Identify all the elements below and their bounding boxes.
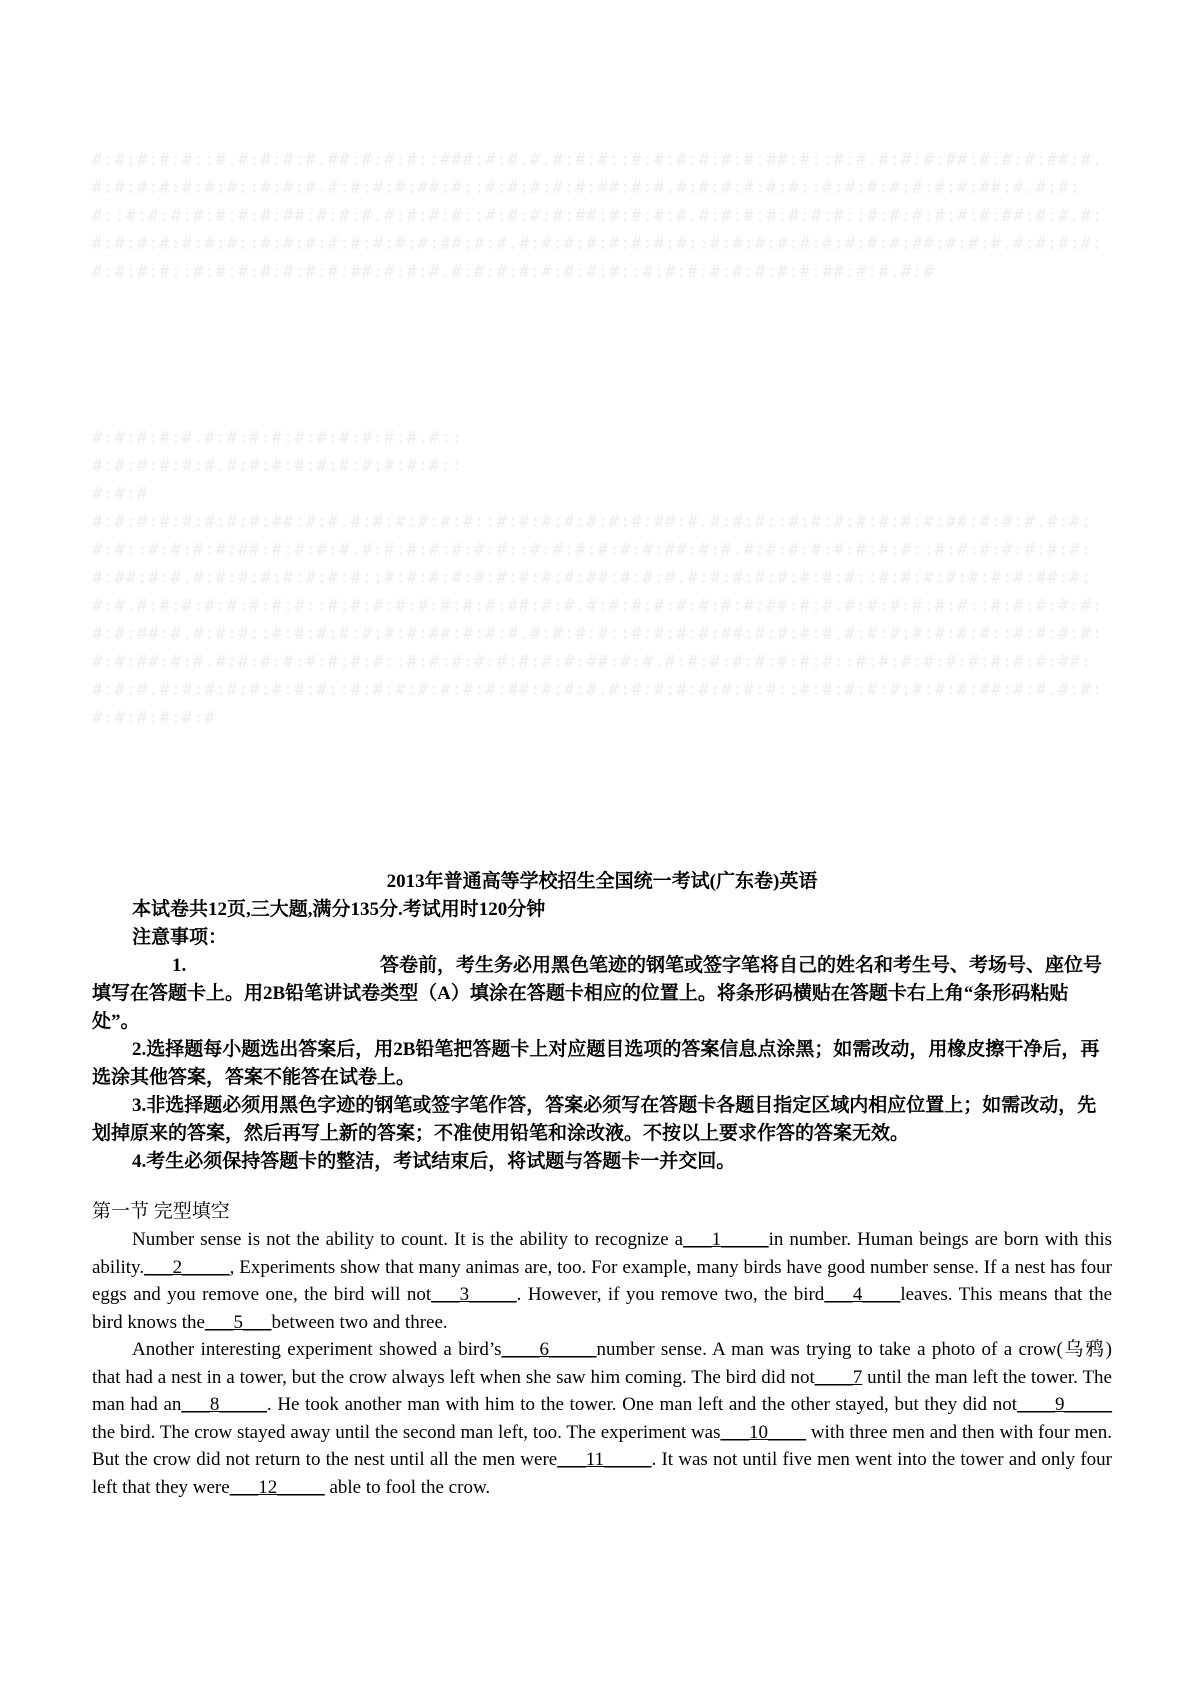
notice-item: [92, 952, 1112, 1036]
faded-text-block: #:#;#:#:#::#.#:#:#:#.##:#:#:#::###:#:#.#.#:#:#::#:#:#:#:#:#:##:#::#:#.#:#:#:##:#:#:#:##:#.#:#:#:#:#:#:#::#:#:#.#:#:#:#:##:#::#:#:#:#:#:##:#:#.#:#:#:#:#:#::#:#:#:#:#:#:#:##:#.#:#:#::#:#:#:#:#:#:#:##:#:#:#.#:#:#:#::#:#:#:#:##:#:#:#:#.#:#:#:#:#:#:#::#:#:#:#:#:#:##:#:#.#:#:#:#:#:#:#:#::#:#:#:#:#:#:#:#:##:#:#.#:#:#:#:#:#:#:#::#:#:#:#:#:#:#:#:#:##:#:#:#.#:#:#:#:#:#:#:#::#:#:#:#:#:#:#:##:#:#:#.#:#:#:#:#:#:#:#::#:#:#:#:#:#:#:#:##:#:#.#:#: [92, 150, 1104, 282]
passage-text: . It was not until five men went into the tower and only four left that they were: [92, 1449, 1112, 1498]
cloze-blank: ____7: [814, 1366, 863, 1388]
passage-text: able to fool the crow.: [324, 1476, 491, 1498]
cloze-blank: ___5___: [204, 1311, 272, 1333]
cloze-blank: ___12_____: [229, 1476, 325, 1498]
passage-paragraph: [92, 1226, 1112, 1336]
cloze-blank: ___2_____: [144, 1256, 230, 1278]
notice-item: 4.考生必须保持答题卡的整洁，考试结束后，将试题与答题卡一并交回。: [132, 1151, 736, 1172]
cloze-blank: ___4____: [824, 1284, 901, 1305]
faded-text-block: #:#:#:#:#.#:#:#:#:#:#:#:#:#:#.#:: #:#:#:#:#:#.#:#:#:#:#:#:#:#:#:#:: #:#:# #:#:#:#:#:#:#:#:##:#:#.#:#:#:#:#:#::#:#:#:#:#:#:#:##:#.#:#:#::#:#:#:#:#:#:#:##:#:#:#.#:#:#:#::#:#:#:#:##:#:#:#:#.#:#:#:#:#:#:#::#:#:#:#:#:#:##:#:#.#:#:#:#:#:#:#:#::#:#:#:#:#:#:#:#:##:#:#.#:#:#:#:#:#:#:#::#:#:#:#:#:#:#:#:#:##:#:#:#.#:#:#:#:#:#:#:#::#:#:#:#:#:#:#:##:#:#:#.#:#:#:#:#:#:#:#::#:#:#:#:#:#:#:#:##:#:#.#:#:#:#:#:#:#:#:##:#:#.#:#:#:#:#:#::#:#:#:#:#:#:#:##:#.#:#:#::#:#:#:#:#:#:#:##:#:#:#.#:#:#:#::#:#:#:#:##:#:#:#:#.#:#:#:#:#:#:#::#:#:#:#:#:#:##:#:#.#:#:#:#:#:#:#:#::#:#:#:#:#:#:#:#:##:#:#.#:#:#:#:#:#:#:#::#:#:#:#:#:#:#:#:#:##:#:#:#.#:#:#:#:#:#:#:#::#:#:#:#:#:#:#:##:#:#:#.#:#:#:#:#:#:#:#::#:#:#:#:#:#:#:#:##:#:#.#:#:#:#:#:#:#:#: [92, 428, 1104, 728]
cloze-blank: ___11_____: [557, 1449, 652, 1470]
notice-item: 3.非选择题必须用黑色字迹的钢笔或签字笔作答，答案必须写在答题卡各题目指定区域内相应位置上；如需改动，先划掉原来的答案，然后再写上新的答案；不准使用铅笔和涂改液。不按以上要求作答的答案无效。: [92, 1095, 1097, 1144]
passage-text: leaves. This means that the bird knows the: [92, 1284, 1112, 1333]
exam-info: 本试卷共12页,三大题,满分135分.考试用时120分钟: [132, 899, 546, 920]
notice-item: 2.选择题每小题选出答案后，用2B铅笔把答题卡上对应题目选项的答案信息点涂黑；如需改动，用橡皮擦干净后，再选涂其他答案，答案不能答在试卷上。: [92, 1039, 1100, 1088]
passage-text: . However, if you remove two, the bird: [516, 1284, 825, 1305]
cloze-blank: ___1_____: [683, 1229, 769, 1250]
cloze-blank: ___3_____: [431, 1284, 517, 1305]
passage-text: number sense. A man was trying to take a photo of a crow(乌鸦) that had a nest in a tower, but the crow always left when she saw him coming. The bird did not: [92, 1339, 1112, 1388]
passage-text: . He took another man with him to the tower. One man left and the other stayed, but they did not: [266, 1394, 1017, 1415]
passage-text: until the man left the tower. The man had an: [92, 1366, 1112, 1415]
passage-paragraph: [92, 1336, 1112, 1501]
passage-text: Number sense is not the ability to count. It is the ability to recognize a: [132, 1229, 684, 1250]
passage-text: between two and three.: [271, 1311, 448, 1333]
passage-text: Another interesting experiment showed a bird’s: [132, 1339, 502, 1360]
exam-content: [92, 868, 1112, 1501]
cloze-passage: [92, 1226, 1112, 1501]
exam-title: 2013年普通高等学校招生全国统一考试(广东卷)英语: [386, 871, 818, 892]
notice-header: 注意事项：: [132, 927, 228, 948]
notice-number: 1.: [172, 955, 187, 976]
cloze-blank: ____6_____: [501, 1339, 597, 1360]
passage-text: , Experiments show that many animas are, too. For example, many birds have good number sense. If a nest has four eggs and you remove one, the bird will not: [92, 1256, 1112, 1305]
section-heading: 第一节 完型填空: [92, 1201, 230, 1222]
passage-text: with three men and then with four men. But the crow did not return to the nest until all the men were: [92, 1421, 1112, 1470]
passage-text: in number. Human beings are born with this ability.: [92, 1229, 1112, 1278]
cloze-blank: ___10____: [720, 1421, 807, 1443]
passage-text: the bird. The crow stayed away until the second man left, too. The experiment was: [92, 1421, 721, 1443]
cloze-blank: ___8_____: [181, 1394, 267, 1415]
cloze-blank: ____9_____: [1017, 1394, 1112, 1415]
notice-text: 答卷前，考生务必用黑色笔迹的钢笔或签字笔将自己的姓名和考生号、考场号、座位号填写在答题卡上。用2B铅笔讲试卷类型（A）填涂在答题卡相应的位置上。将条形码横贴在答题卡右上角“条形码粘贴处”。: [92, 955, 1103, 1032]
